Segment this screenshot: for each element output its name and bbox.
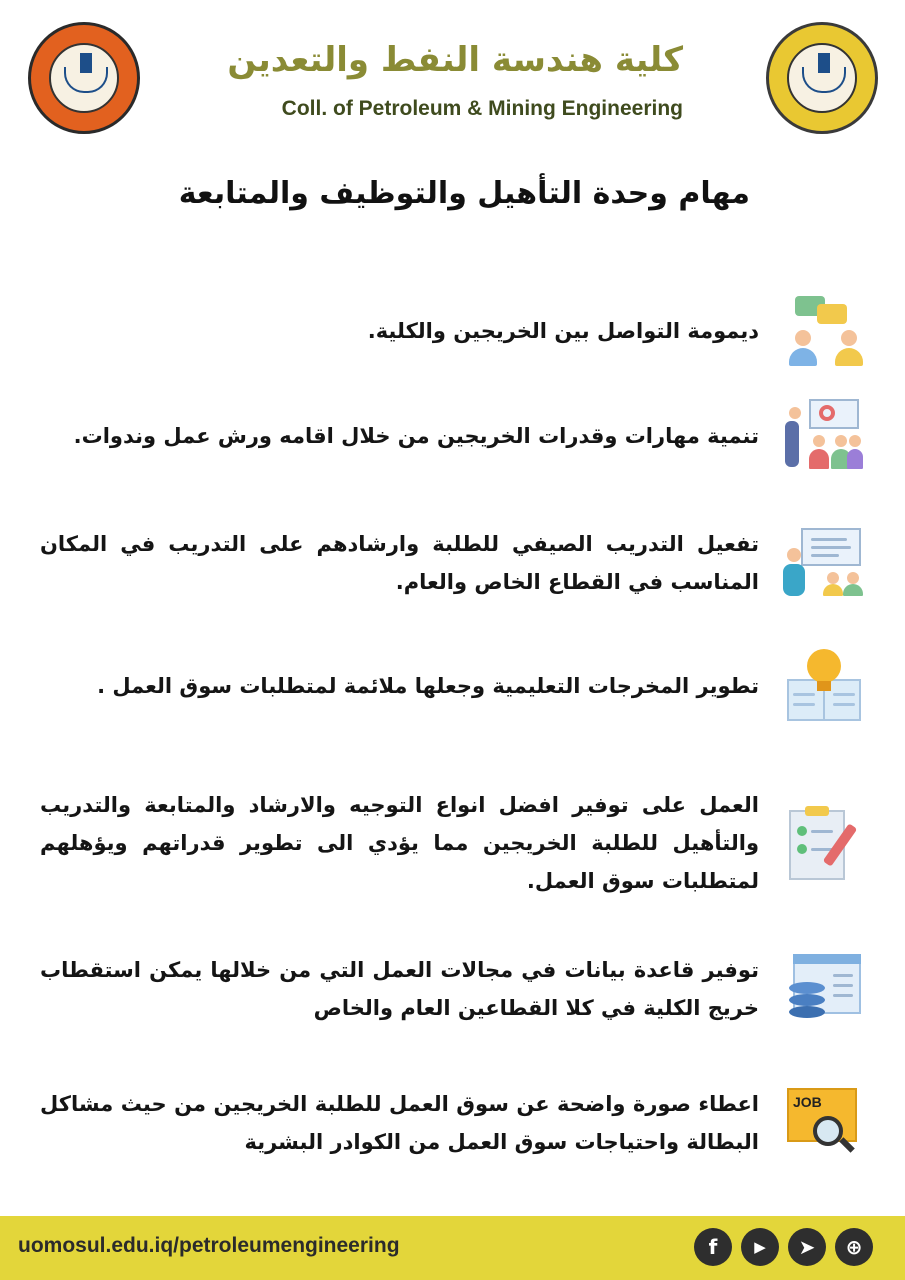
training-board-icon bbox=[783, 522, 865, 604]
item-text: ديمومة التواصل بين الخريجين والكلية. bbox=[367, 319, 759, 343]
website-link[interactable]: uomosul.edu.iq/petroleumengineering bbox=[18, 1234, 400, 1257]
database-icon bbox=[783, 948, 865, 1030]
item-text: تطوير المخرجات التعليمية وجعلها ملائمة لمتطلبات سوق العمل . bbox=[97, 674, 759, 698]
list-item bbox=[40, 522, 865, 604]
job-badge: JOB bbox=[793, 1094, 822, 1110]
job-search-icon bbox=[783, 1082, 865, 1164]
university-seal-icon bbox=[49, 43, 119, 113]
list-item bbox=[40, 1082, 865, 1164]
item-text: تفعيل التدريب الصيفي للطلبة وارشادهم على التدريب في المكان المناسب في القطاع الخاص والعام. bbox=[40, 532, 759, 594]
college-name-arabic: كلية هندسة النفط والتعدين bbox=[227, 40, 683, 80]
list-item bbox=[40, 290, 865, 372]
college-seal-icon bbox=[787, 43, 857, 113]
chat-people-icon bbox=[783, 290, 865, 372]
university-logo bbox=[28, 22, 140, 134]
list-item bbox=[40, 786, 865, 900]
college-name-english: Coll. of Petroleum & Mining Engineering bbox=[281, 97, 683, 120]
item-text: تنمية مهارات وقدرات الخريجين من خلال اقامه ورش عمل وندوات. bbox=[73, 424, 759, 448]
list-item bbox=[40, 645, 865, 727]
lightbulb-book-icon bbox=[783, 645, 865, 727]
checklist-pencil-icon bbox=[783, 802, 865, 884]
globe-icon[interactable]: ⊕ bbox=[835, 1228, 873, 1266]
youtube-icon[interactable]: ▶ bbox=[741, 1228, 779, 1266]
item-text: توفير قاعدة بيانات في مجالات العمل التي من خلالها يمكن استقطاب خريج الكلية في كلا القطاعين العام والخاص bbox=[40, 958, 759, 1020]
list-item bbox=[40, 395, 865, 477]
college-logo bbox=[766, 22, 878, 134]
item-text: اعطاء صورة واضحة عن سوق العمل للطلبة الخريجين من حيث مشاكل البطالة واحتياجات سوق العمل من الكوادر البشرية bbox=[40, 1092, 759, 1154]
workshop-presentation-icon bbox=[783, 395, 865, 477]
footer-bar bbox=[0, 1216, 905, 1280]
facebook-icon[interactable]: f bbox=[694, 1228, 732, 1266]
item-text: العمل على توفير افضل انواع التوجيه والارشاد والمتابعة والتدريب والتأهيل للطلبة الخريجين مما يؤدي الى تطوير قدراتهم ويؤهلهم لمتطلبات سوق العمل. bbox=[40, 793, 759, 893]
page-title: مهام وحدة التأهيل والتوظيف والمتابعة bbox=[178, 176, 750, 211]
list-item bbox=[40, 948, 865, 1030]
telegram-icon[interactable]: ➤ bbox=[788, 1228, 826, 1266]
